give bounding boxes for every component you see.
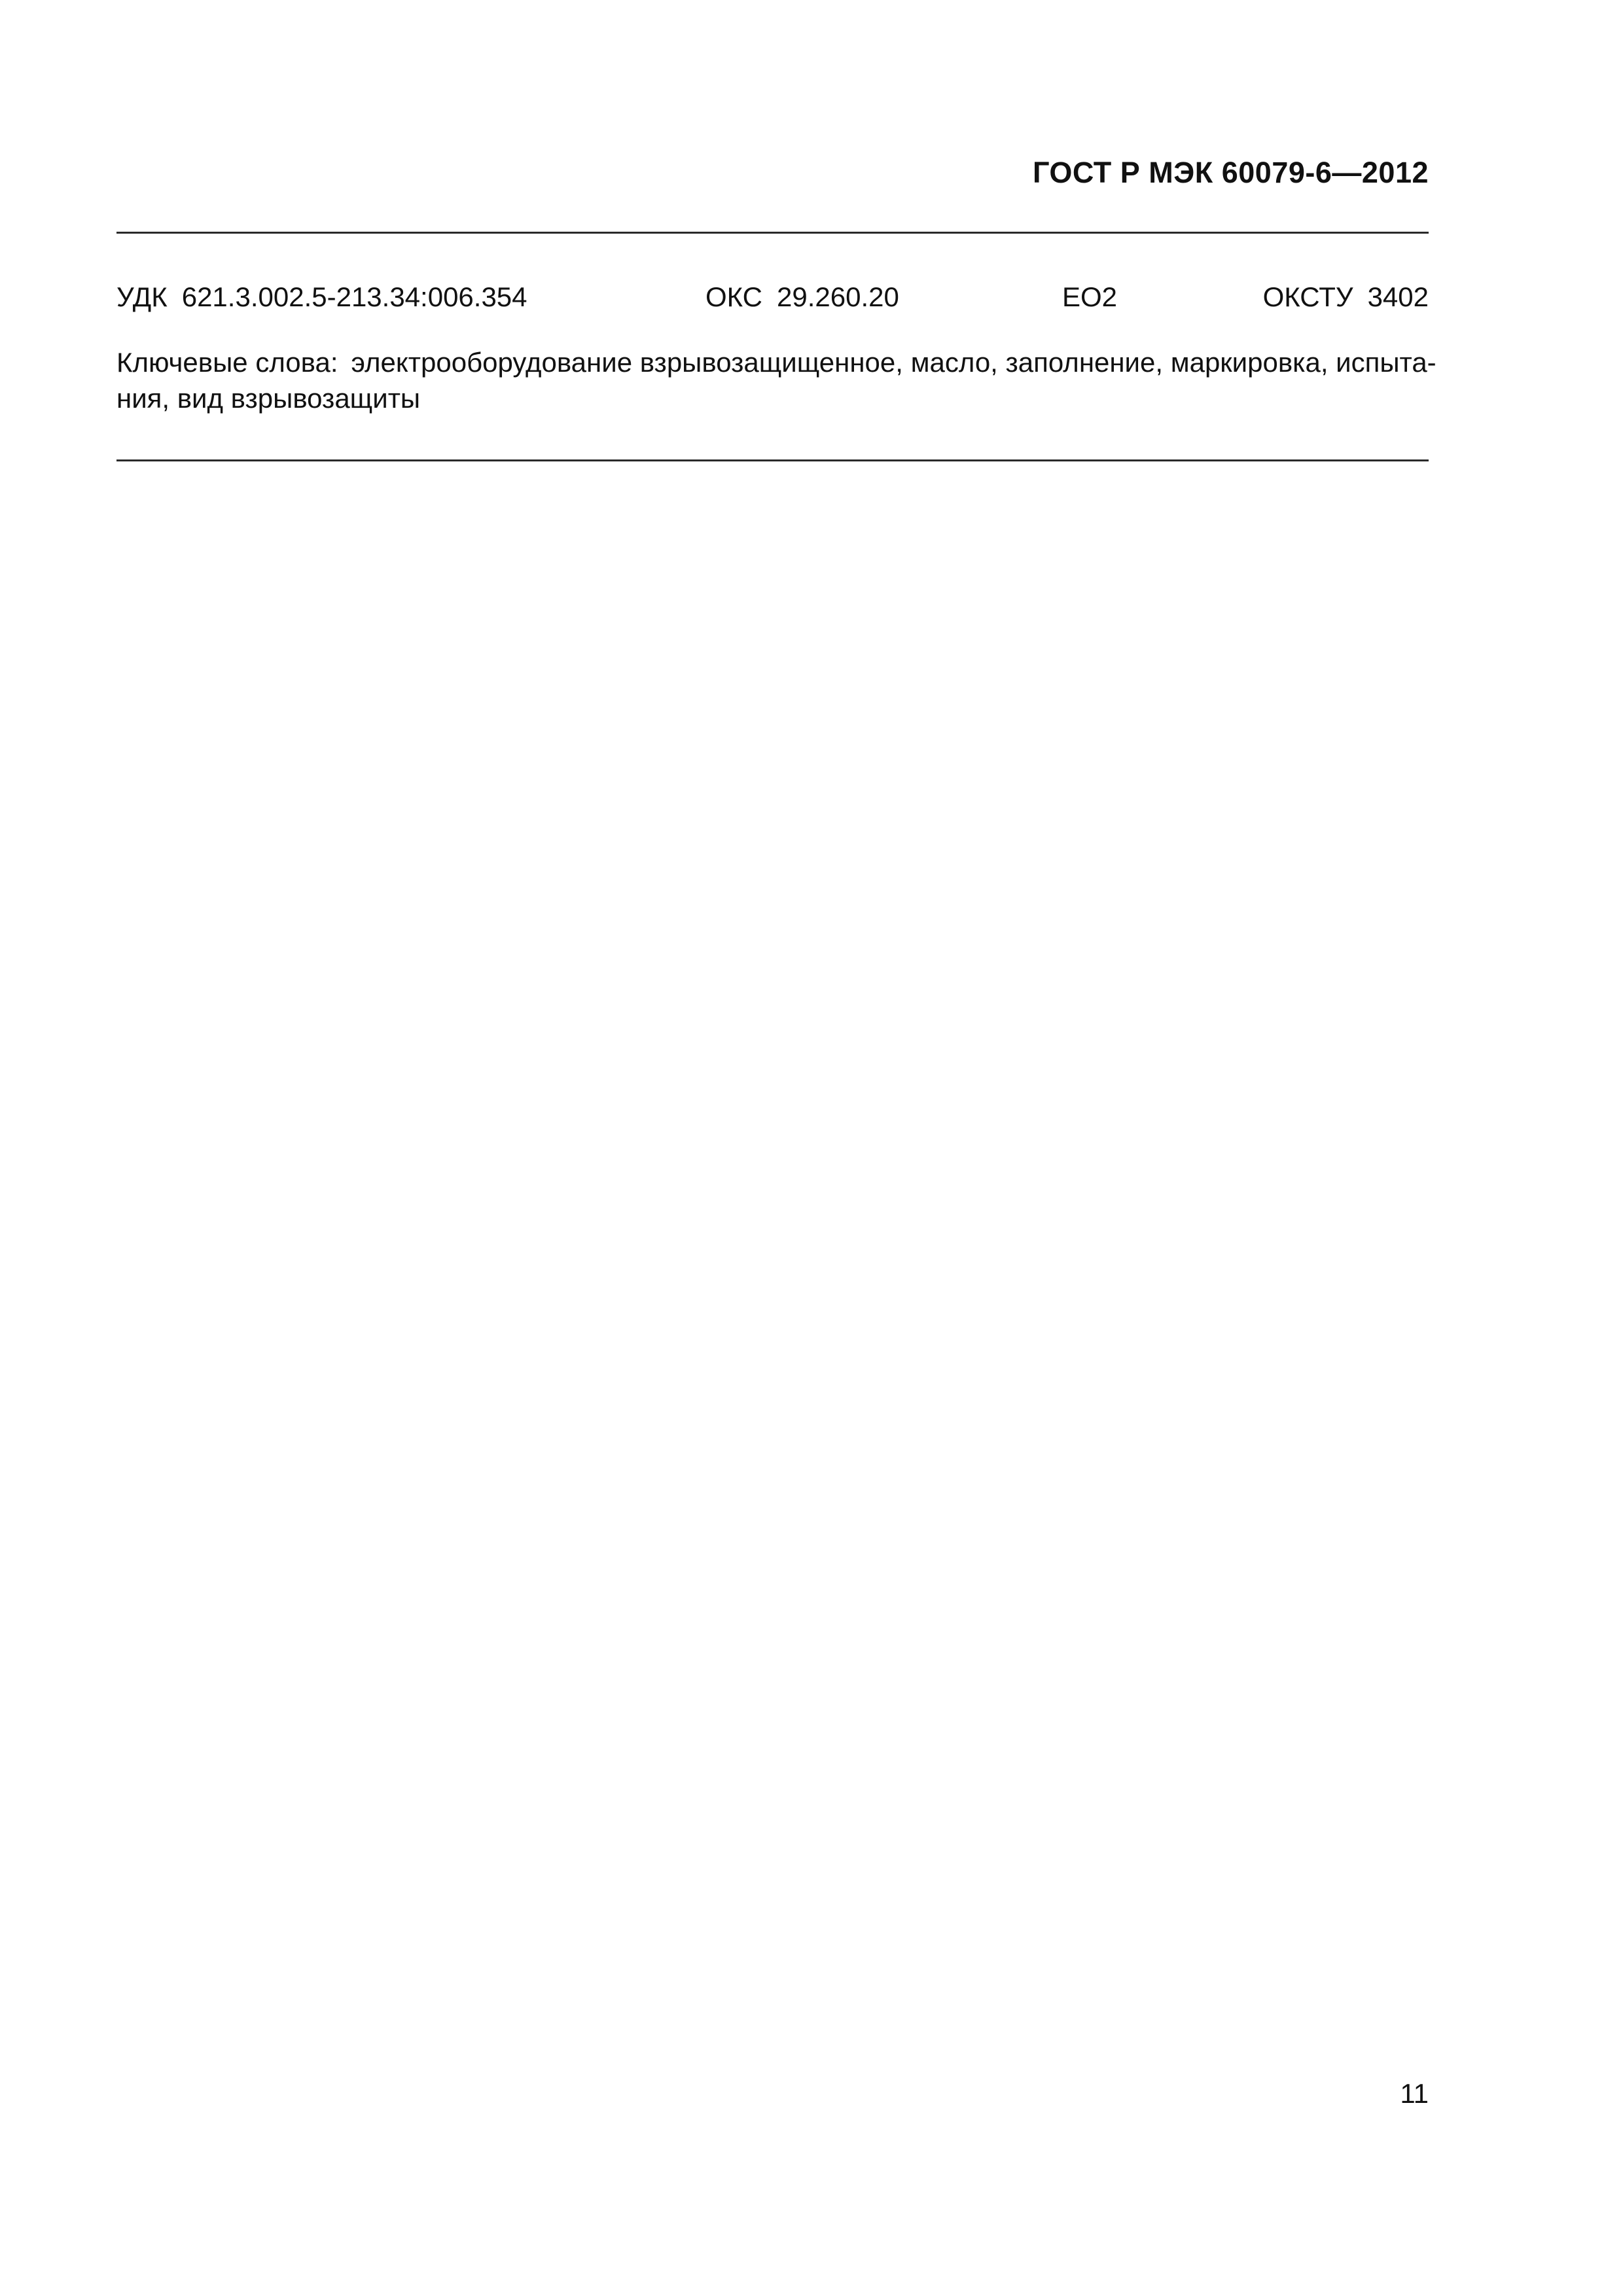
standard-designation: ГОСТ Р МЭК 60079-6—2012: [1032, 156, 1429, 189]
top-divider: [116, 232, 1429, 234]
keywords-line-2: ния, вид взрывозащиты: [116, 383, 421, 414]
okstu-code: [1263, 281, 1429, 313]
oks-label: ОКС: [705, 281, 762, 312]
keywords-line-1: [116, 344, 1436, 380]
keywords-block: [116, 344, 1436, 416]
okstu-value: 3402: [1367, 281, 1429, 312]
udk-code: [116, 281, 527, 313]
bottom-divider: [116, 459, 1429, 461]
group-code: ЕО2: [1062, 281, 1118, 312]
page-number: 11: [1400, 2078, 1429, 2109]
oks-value: 29.260.20: [777, 281, 899, 312]
oks-code: [705, 281, 899, 313]
udk-label: УДК: [116, 281, 168, 312]
okstu-label: ОКСТУ: [1262, 281, 1353, 312]
udk-value: 621.3.002.5-213.34:006.354: [181, 281, 527, 312]
classification-row: [116, 281, 1429, 321]
keywords-text-1: электрооборудование взрывозащищенное, масло, заполнение, маркировка, испыта-: [351, 347, 1436, 378]
keywords-label: Ключевые слова:: [116, 347, 338, 378]
